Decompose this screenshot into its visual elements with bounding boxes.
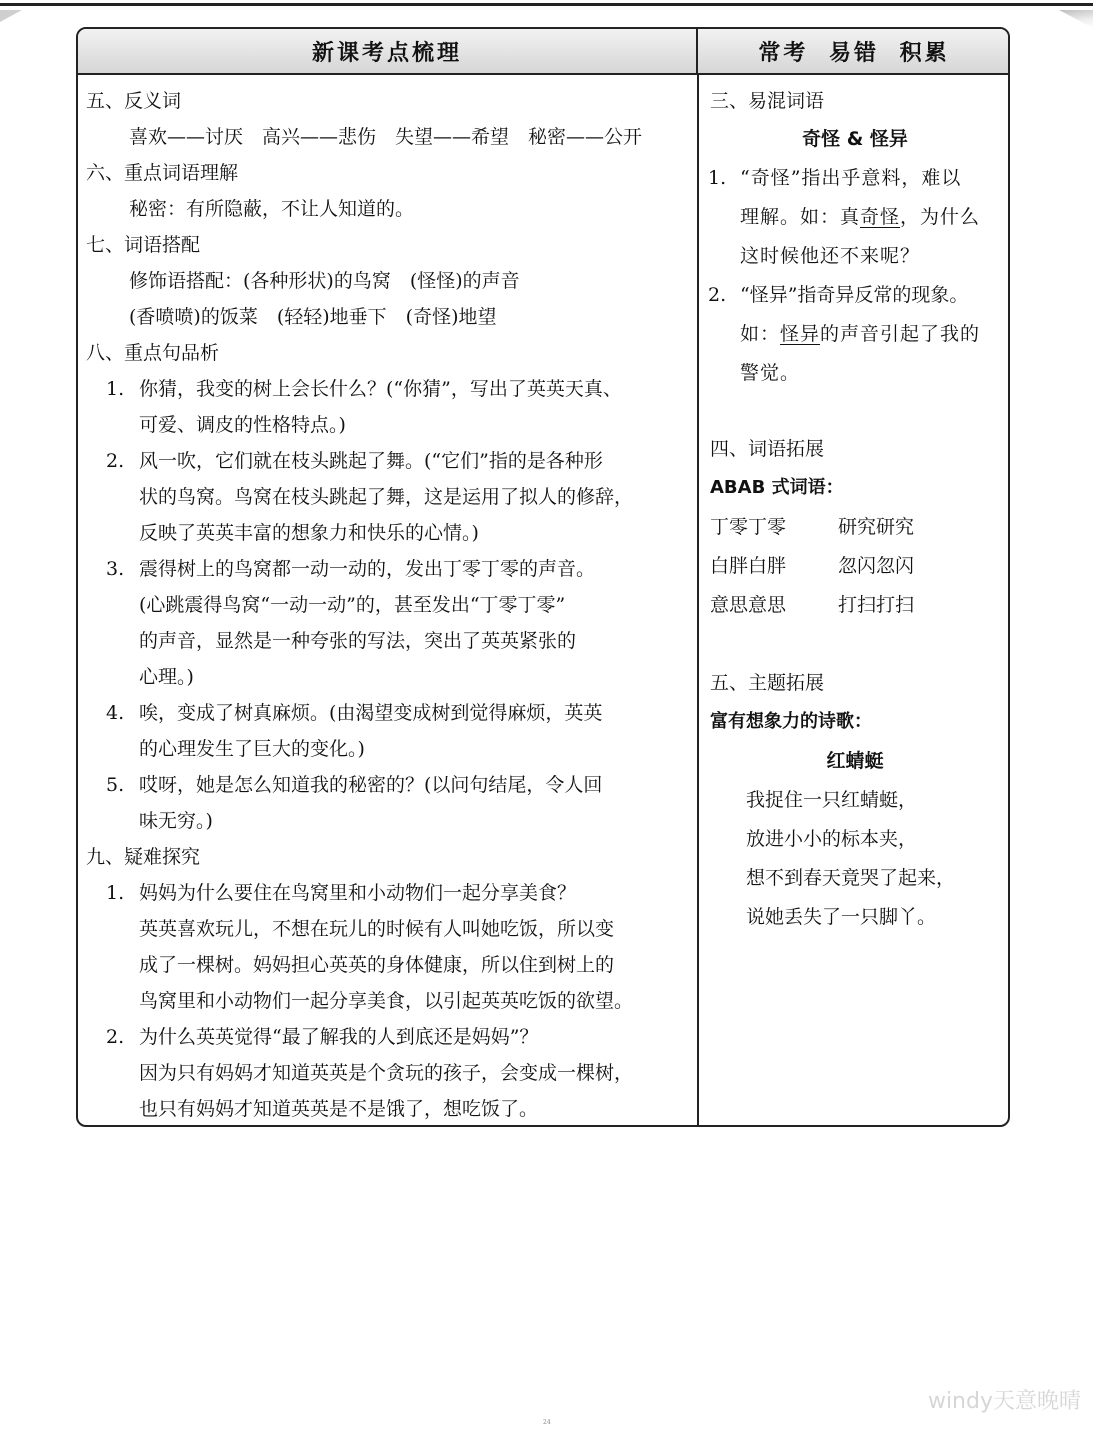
item-4-line-2: 的心理发生了巨大的变化。)	[139, 738, 365, 760]
confusable-2-line-2	[740, 316, 980, 352]
watermark: windy天意晚晴	[927, 1389, 1081, 1414]
item-3-line-1: 震得树上的鸟窝都一动一动的，发出丁零丁零的声音。	[139, 558, 596, 580]
answer-1-line-3: 鸟窝里和小动物们一起分享美食，以引起英英吃饭的欲望。	[139, 990, 634, 1012]
collocation-line-1: 修饰语搭配：(各种形状)的鸟窝 (怪怪)的声音	[129, 270, 520, 292]
example-suffix: 的声音引起了我的	[820, 323, 981, 345]
right-header: 常考 易错 积累	[698, 29, 1010, 75]
underlined-word: 奇怪	[860, 206, 901, 228]
item-number: 2.	[708, 284, 727, 306]
question-1: 妈妈为什么要住在鸟窝里和小动物们一起分享美食？	[139, 882, 577, 904]
item-2-line-1: 风一吹，它们就在枝头跳起了舞。(“它们”指的是各种形	[139, 450, 603, 472]
item-number: 2.	[106, 1026, 125, 1048]
section-theme-expansion-title: 五、主题拓展	[710, 672, 825, 694]
item-3-line-3: 的声音，显然是一种夸张的写法，突出了英英紧张的	[139, 630, 577, 652]
section-inquiry-title: 九、疑难探究	[86, 846, 201, 868]
answer-1-line-1: 英英喜欢玩儿，不想在玩儿的时候有人叫她吃饭，所以变	[139, 918, 615, 940]
poem-line-3: 想不到春天竟哭了起来，	[746, 867, 956, 889]
confusable-1-line-2	[740, 199, 980, 235]
confusable-2-line-3: 警觉。	[740, 362, 801, 384]
word-item: 打扫打扫	[838, 594, 915, 616]
answer-2-line-1: 因为只有妈妈才知道英英是个贪玩的孩子，会变成一棵树，	[139, 1062, 634, 1084]
word-item: 白胖白胖	[710, 555, 787, 577]
item-5-line-2: 味无穷。)	[139, 810, 213, 832]
vocab-definition: 秘密：有所隐蔽，不让人知道的。	[129, 198, 415, 220]
item-number: 2.	[106, 450, 125, 472]
answer-1-line-2: 成了一棵树。妈妈担心英英的身体健康，所以住到树上的	[139, 954, 615, 976]
antonyms-list: 喜欢——讨厌 高兴——悲伤 失望——希望 秘密——公开	[129, 126, 643, 148]
left-header: 新课考点梳理	[78, 29, 698, 75]
section-collocation-title: 七、词语搭配	[86, 234, 201, 256]
underlined-word: 怪异	[780, 323, 821, 345]
section-confusable-title: 三、易混词语	[710, 90, 825, 112]
section-sentence-analysis-title: 八、重点句品析	[86, 342, 220, 364]
example-prefix: 如：	[740, 323, 781, 345]
word-item: 研究研究	[838, 516, 915, 538]
right-corner-decoration	[1059, 10, 1093, 28]
item-number: 4.	[106, 702, 125, 724]
abab-words-heading: ABAB 式词语：	[710, 477, 844, 498]
section-word-expansion-title: 四、词语拓展	[710, 438, 825, 460]
word-item: 忽闪忽闪	[838, 555, 915, 577]
item-1-line-1: 你猜，我变的树上会长什么？(“你猜”，写出了英英天真、	[139, 378, 622, 400]
word-item: 意思意思	[710, 594, 787, 616]
section-antonyms-title: 五、反义词	[86, 90, 182, 112]
confusable-pair: 奇怪 & 怪异	[802, 128, 908, 150]
example-suffix: ，为什么	[900, 206, 981, 228]
poem-line-4: 说她丢失了一只脚丫。	[746, 906, 937, 928]
poem-title: 红蜻蜓	[826, 750, 884, 772]
answer-2-line-2: 也只有妈妈才知道英英是不是饿了，想吃饭了。	[139, 1098, 539, 1120]
poem-line-2: 放进小小的标本夹，	[746, 828, 918, 850]
word-item: 丁零丁零	[710, 516, 787, 538]
poem-intro: 富有想象力的诗歌：	[710, 711, 872, 732]
item-4-line-1: 唉，变成了树真麻烦。(由渴望变成树到觉得麻烦，英英	[139, 702, 603, 724]
item-1-line-2: 可爱、调皮的性格特点。)	[139, 414, 346, 436]
item-3-line-4: 心理。)	[139, 666, 194, 688]
item-number: 3.	[106, 558, 125, 580]
section-vocab-title: 六、重点词语理解	[86, 162, 239, 184]
confusable-1-line-3: 这时候他还不来呢？	[740, 245, 921, 267]
confusable-2-line-1: “怪异”指奇异反常的现象。	[740, 284, 969, 306]
top-border	[0, 0, 1093, 10]
item-number: 5.	[106, 774, 125, 796]
question-2: 为什么英英觉得“最了解我的人到底还是妈妈”？	[139, 1026, 539, 1048]
page-number: 24	[543, 1419, 551, 1426]
item-2-line-2: 状的鸟窝。鸟窝在枝头跳起了舞，这是运用了拟人的修辞，	[139, 486, 634, 508]
item-number: 1.	[106, 882, 125, 904]
item-number: 1.	[106, 378, 125, 400]
confusable-1-line-1: “奇怪”指出乎意料，难以	[740, 167, 962, 189]
item-number: 1.	[708, 167, 727, 189]
item-5-line-1: 哎呀，她是怎么知道我的秘密的？(以问句结尾，令人回	[139, 774, 603, 796]
item-2-line-3: 反映了英英丰富的想象力和快乐的心情。)	[139, 522, 479, 544]
column-divider	[697, 75, 699, 1127]
item-3-line-2: (心跳震得鸟窝“一动一动”的，甚至发出“丁零丁零”	[139, 594, 566, 616]
content-table	[76, 27, 1010, 1127]
left-corner-decoration	[0, 10, 22, 22]
example-prefix: 理解。如：真	[740, 206, 861, 228]
poem-line-1: 我捉住一只红蜻蜓，	[746, 789, 918, 811]
collocation-line-2: (香喷喷)的饭菜 (轻轻)地垂下 (奇怪)地望	[129, 306, 497, 328]
top-rule	[0, 3, 1093, 6]
